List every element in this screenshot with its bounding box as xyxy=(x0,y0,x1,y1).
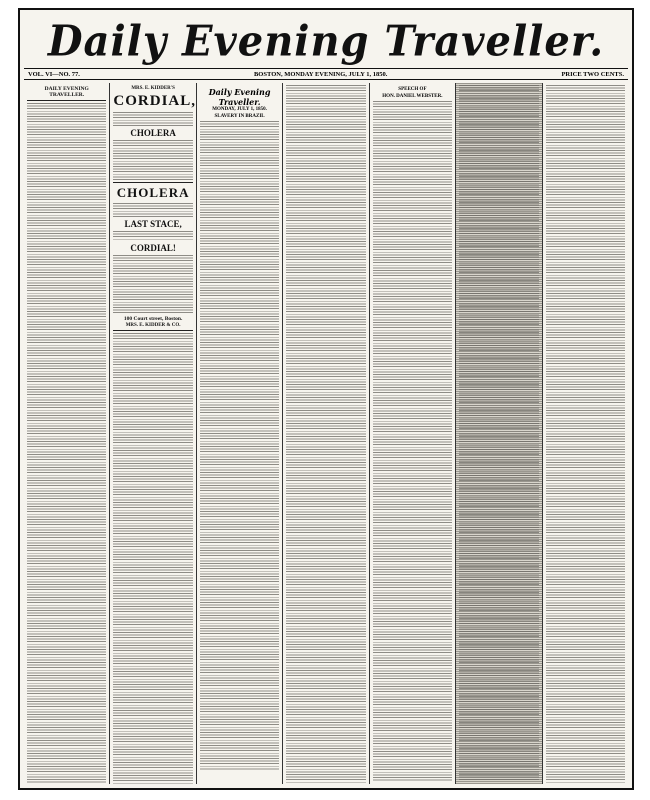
speech-speaker: HON. DANIEL WEBSTER. xyxy=(382,94,443,99)
price: PRICE TWO CENTS. xyxy=(561,70,624,78)
ad-cholera: CHOLERA xyxy=(130,128,176,138)
newspaper-page xyxy=(18,8,634,790)
ad-text xyxy=(113,140,192,180)
column-6-dense xyxy=(456,83,542,784)
column-7-text xyxy=(546,85,625,784)
ad-top: MRS. E. KIDDER'S xyxy=(131,86,175,91)
column-4 xyxy=(283,83,369,784)
speech-head: SPEECH OF xyxy=(398,87,427,92)
column-1 xyxy=(24,83,110,784)
column-2-advertisement xyxy=(110,83,196,784)
column-3-editorial xyxy=(197,83,283,784)
ad-text xyxy=(113,231,192,241)
volume-number: VOL. VI—NO. 77. xyxy=(28,70,80,78)
divider xyxy=(27,100,106,101)
columns xyxy=(24,83,628,784)
column-3-text xyxy=(200,121,279,771)
column-5 xyxy=(370,83,456,784)
editorial-title: Daily Evening Traveller. xyxy=(208,87,271,107)
column-1-text xyxy=(27,103,106,783)
ad-last-stage: LAST STACE, xyxy=(124,219,182,229)
column-4-text xyxy=(286,85,365,784)
masthead-title: Daily Evening Traveller. xyxy=(47,16,605,67)
ad-cordial-2: CORDIAL! xyxy=(130,243,176,253)
ad-text xyxy=(113,112,192,126)
ad-cordial: CORDIAL, xyxy=(113,93,197,109)
ad-address: 100 Court street, Boston. xyxy=(123,316,183,322)
ad-column-text xyxy=(113,333,192,784)
place-date: BOSTON, MONDAY EVENING, JULY 1, 1850. xyxy=(253,70,388,78)
column-1-header: DAILY EVENING TRAVELLER. xyxy=(44,86,89,98)
divider xyxy=(113,182,192,183)
divider xyxy=(113,330,192,331)
column-6-text xyxy=(459,85,538,782)
dateline-bar xyxy=(24,68,628,80)
ad-agent: MRS. E. KIDDER & CO. xyxy=(125,323,181,328)
editorial-date: MONDAY, JULY 1, 1850. xyxy=(212,107,267,112)
column-5-text xyxy=(373,101,452,781)
article-head: SLAVERY IN BRAZIL xyxy=(214,114,265,119)
ad-text xyxy=(113,203,192,217)
column-7 xyxy=(543,83,628,784)
ad-text xyxy=(113,255,192,315)
ad-cholera-2: CHOLERA xyxy=(116,185,190,200)
